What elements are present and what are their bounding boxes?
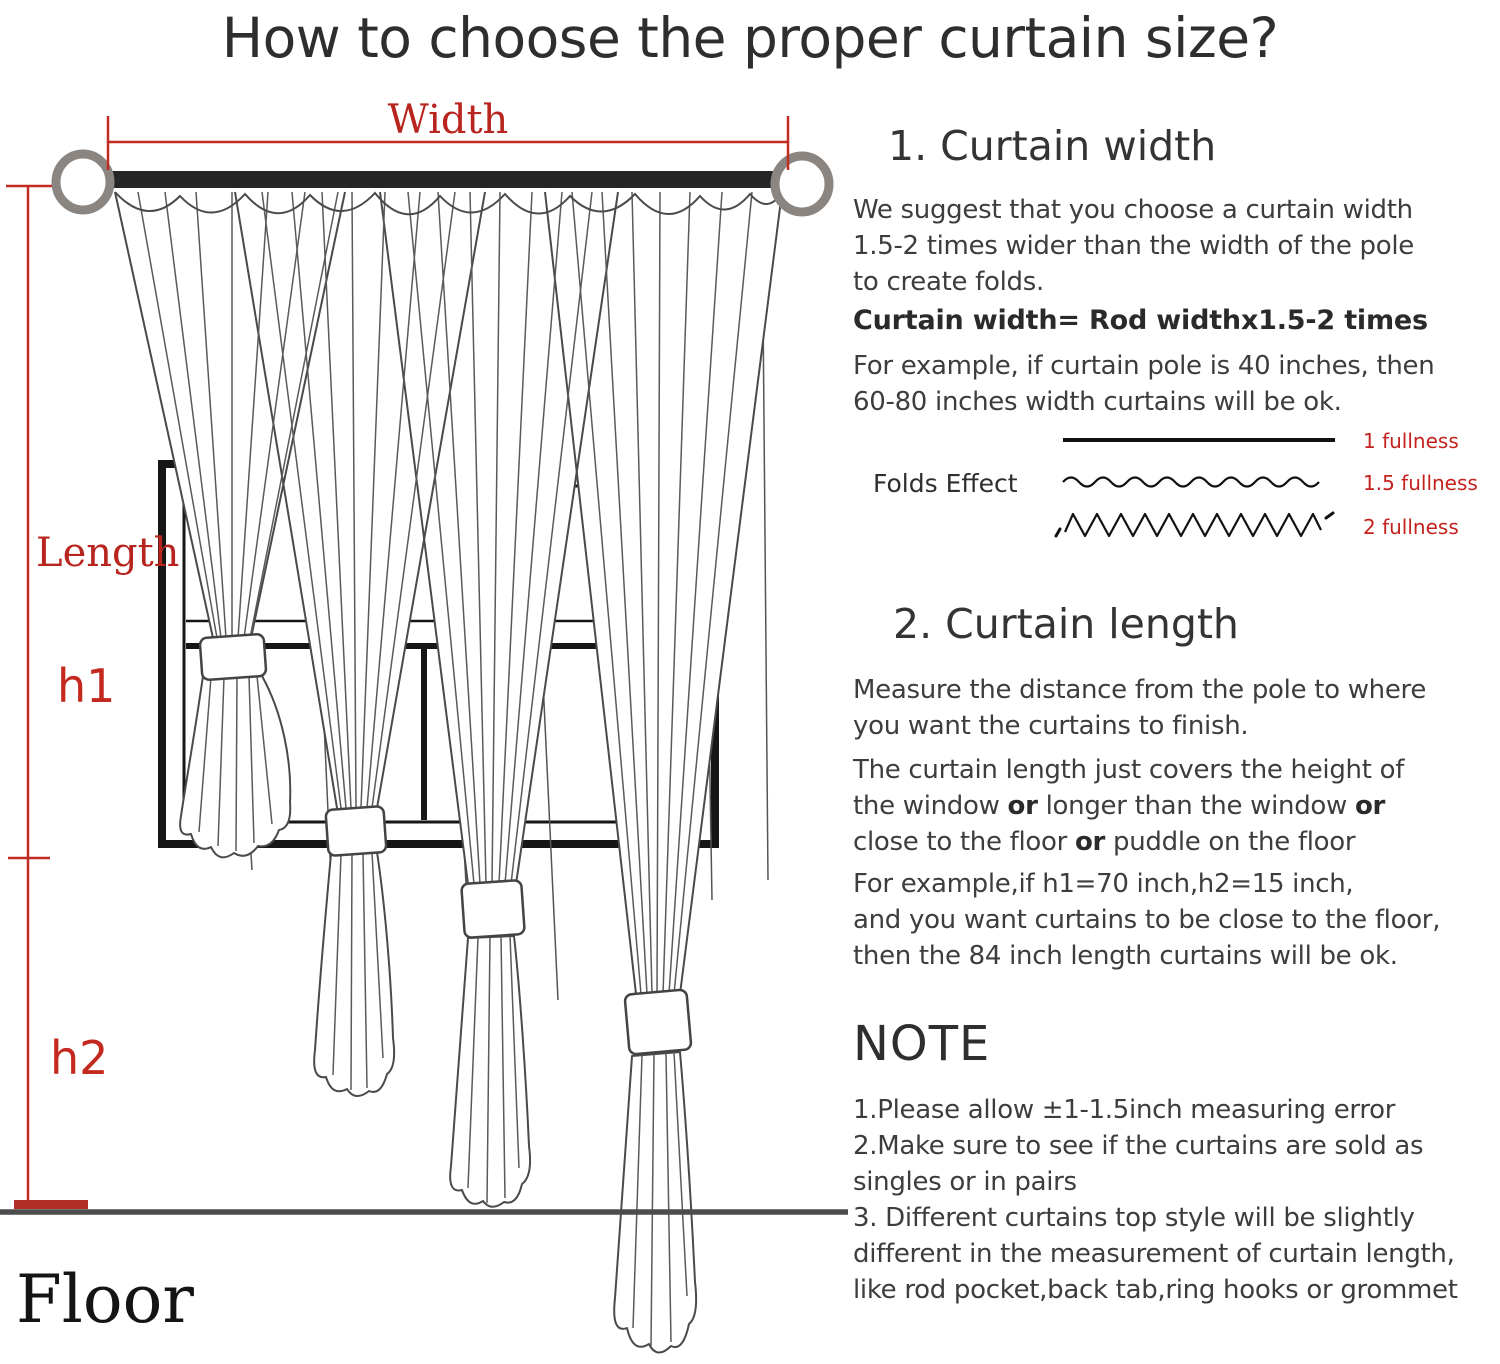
floor-label: Floor bbox=[16, 1261, 194, 1338]
curtain-ring-left bbox=[56, 154, 110, 210]
text-line: close to the floor or puddle on the floor bbox=[853, 827, 1356, 857]
folds-effect-label: Folds Effect bbox=[873, 469, 1018, 498]
curtain-width-formula: Curtain width= Rod widthx1.5-2 times bbox=[853, 305, 1428, 336]
h2-label: h2 bbox=[50, 1031, 109, 1085]
text-line: to create folds. bbox=[853, 267, 1044, 297]
fullness-2-label: 2 fullness bbox=[1363, 515, 1459, 539]
note-heading: NOTE bbox=[853, 1016, 991, 1072]
fullness-1-5-label: 1.5 fullness bbox=[1363, 471, 1478, 495]
text-line: singles or in pairs bbox=[853, 1167, 1077, 1197]
section1-heading: 1. Curtain width bbox=[888, 122, 1217, 170]
section2-para1 bbox=[853, 672, 1426, 744]
text-line: We suggest that you choose a curtain width bbox=[853, 195, 1413, 225]
length-measure-line bbox=[6, 186, 52, 1208]
text-line: 60-80 inches width curtains will be ok. bbox=[853, 387, 1342, 417]
text-line: and you want curtains to be close to the floor, bbox=[853, 905, 1441, 935]
text-line: Measure the distance from the pole to where bbox=[853, 675, 1427, 705]
curtain-rod bbox=[108, 171, 792, 188]
section2-para2 bbox=[853, 752, 1404, 860]
curtain-ring-right bbox=[775, 156, 829, 212]
text-line: 3. Different curtains top style will be slightly bbox=[853, 1203, 1415, 1233]
page-title: How to choose the proper curtain size? bbox=[221, 6, 1279, 70]
text-line: 2.Make sure to see if the curtains are sold as bbox=[853, 1131, 1424, 1161]
length-measure-base bbox=[14, 1200, 88, 1209]
folds-effect-diagram bbox=[853, 424, 1500, 554]
section1-para2 bbox=[853, 348, 1434, 420]
section2-heading: 2. Curtain length bbox=[893, 600, 1239, 648]
fullness-1-5-line bbox=[1063, 478, 1319, 487]
note-list bbox=[853, 1092, 1458, 1308]
h1-label: h1 bbox=[57, 659, 116, 713]
text-line: the window or longer than the window or bbox=[853, 791, 1386, 821]
text-line: The curtain length just covers the height of bbox=[853, 755, 1405, 785]
fullness-1-label: 1 fullness bbox=[1363, 429, 1459, 453]
width-label: Width bbox=[387, 97, 509, 143]
length-label: Length bbox=[36, 530, 180, 576]
section2-para3 bbox=[853, 866, 1440, 974]
text-line: 1.Please allow ±1-1.5inch measuring error bbox=[853, 1095, 1396, 1125]
section1-para1 bbox=[853, 192, 1414, 300]
text-line: you want the curtains to finish. bbox=[853, 711, 1249, 741]
text-line: like rod pocket,back tab,ring hooks or grommet bbox=[853, 1275, 1458, 1305]
text-line: then the 84 inch length curtains will be ok. bbox=[853, 941, 1398, 971]
text-line: For example, if curtain pole is 40 inches, then bbox=[853, 351, 1435, 381]
fullness-2-line bbox=[1065, 514, 1321, 536]
text-line: For example,if h1=70 inch,h2=15 inch, bbox=[853, 869, 1354, 899]
text-line: different in the measurement of curtain length, bbox=[853, 1239, 1455, 1269]
text-line: 1.5-2 times wider than the width of the pole bbox=[853, 231, 1414, 261]
